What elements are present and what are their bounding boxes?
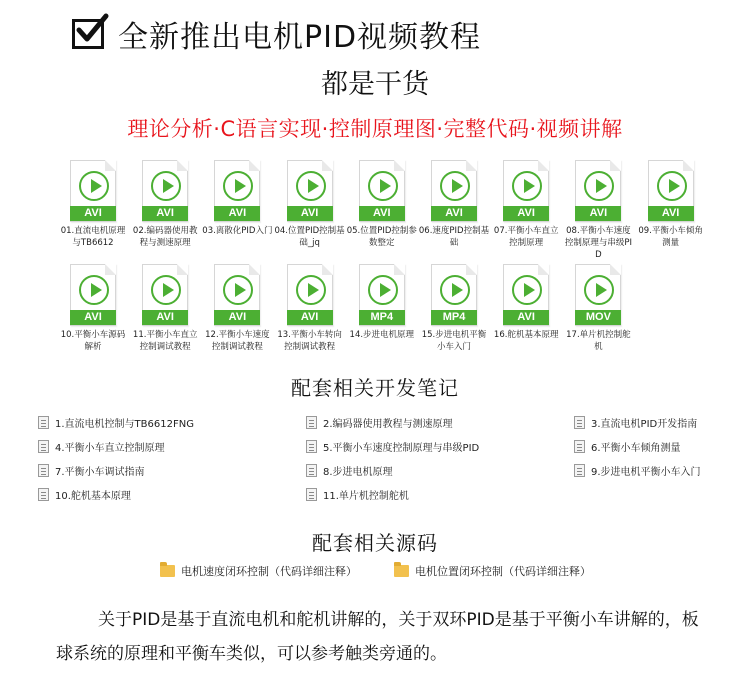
video-file-icon [359, 160, 405, 222]
file-extension: AVI [142, 310, 188, 325]
video-file-icon [70, 160, 116, 222]
note-document-item[interactable] [38, 437, 165, 455]
video-file-item[interactable] [491, 160, 561, 249]
note-document-item[interactable] [574, 437, 681, 455]
video-file-name: 17.单片机控制舵机 [566, 330, 631, 352]
file-extension: AVI [575, 206, 621, 221]
play-icon [223, 171, 253, 201]
file-extension: AVI [70, 310, 116, 325]
page-title: 全新推出电机PID视频教程 [118, 20, 482, 55]
source-folder-item[interactable] [394, 562, 591, 580]
file-extension: AVI [503, 206, 549, 221]
note-document-item[interactable] [38, 413, 194, 431]
video-file-item[interactable] [347, 264, 417, 341]
note-document-item[interactable] [306, 437, 479, 455]
video-file-item[interactable] [419, 264, 489, 353]
note-document-name: 11.单片机控制舵机 [323, 490, 409, 502]
video-file-name: 15.步进电机平衡小车入门 [421, 330, 487, 352]
play-icon [151, 275, 181, 305]
notes-section-title: 配套相关开发笔记 [291, 376, 459, 400]
play-icon [151, 171, 181, 201]
note-document-name: 3.直流电机PID开发指南 [591, 418, 698, 430]
document-icon [38, 416, 49, 429]
note-document-item[interactable] [306, 485, 409, 503]
file-extension: AVI [431, 206, 477, 221]
note-document-item[interactable] [574, 413, 697, 431]
file-extension: AVI [359, 206, 405, 221]
note-document-name: 8.步进电机原理 [323, 466, 393, 478]
video-file-item[interactable] [419, 160, 489, 249]
video-file-item[interactable] [58, 160, 128, 249]
video-file-item[interactable] [636, 160, 706, 249]
file-extension: AVI [648, 206, 694, 221]
note-document-name: 5.平衡小车速度控制原理与串级PID [323, 442, 480, 454]
video-file-icon [503, 264, 549, 326]
video-file-icon [70, 264, 116, 326]
note-document-item[interactable] [38, 485, 131, 503]
play-icon [296, 171, 326, 201]
video-file-icon [359, 264, 405, 326]
description-paragraph: 关于PID是基于直流电机和舵机讲解的，关于双环PID是基于平衡小车讲解的，板球系统的原理和平衡车类似，可以参考触类旁通的。 [56, 610, 699, 664]
video-file-item[interactable] [202, 160, 272, 237]
play-icon [296, 275, 326, 305]
document-icon [574, 464, 585, 477]
note-document-name: 2.编码器使用教程与测速原理 [323, 418, 453, 430]
page-subtitle: 都是干货 [321, 69, 429, 100]
play-icon [512, 171, 542, 201]
video-file-name: 08.平衡小车速度控制原理与串级PID [564, 226, 632, 260]
folder-icon [394, 565, 409, 577]
note-document-item[interactable] [574, 461, 701, 479]
note-document-name: 6.平衡小车倾角测量 [591, 442, 681, 454]
video-file-item[interactable] [563, 264, 633, 353]
folder-icon [160, 565, 175, 577]
file-extension: AVI [287, 310, 333, 325]
note-document-name: 7.平衡小车调试指南 [55, 466, 145, 478]
video-file-name: 14.步进电机原理 [349, 330, 415, 340]
file-extension: MP4 [359, 310, 405, 325]
play-icon [584, 171, 614, 201]
document-icon [38, 488, 49, 501]
play-icon [584, 275, 614, 305]
video-file-name: 02.编码器使用教程与测速原理 [132, 226, 198, 248]
play-icon [440, 275, 470, 305]
video-file-item[interactable] [58, 264, 128, 353]
document-icon [38, 464, 49, 477]
video-file-name: 01.直流电机原理与TB6612 [60, 226, 126, 248]
document-icon [574, 440, 585, 453]
note-document-name: 10.舵机基本原理 [55, 490, 131, 502]
file-extension: AVI [214, 206, 260, 221]
video-file-name: 16.舵机基本原理 [493, 330, 559, 340]
video-file-name: 13.平衡小车转向控制调试教程 [277, 330, 342, 352]
video-file-name: 12.平衡小车速度控制调试教程 [205, 330, 270, 352]
source-folder-item[interactable] [160, 562, 357, 580]
file-extension: AVI [142, 206, 188, 221]
play-icon [368, 275, 398, 305]
video-file-icon [287, 160, 333, 222]
video-file-name: 10.平衡小车源码解析 [60, 330, 126, 352]
play-icon [223, 275, 253, 305]
document-icon [38, 440, 49, 453]
video-file-icon [431, 160, 477, 222]
video-file-icon [214, 160, 260, 222]
video-file-name: 09.平衡小车倾角测量 [638, 226, 703, 248]
video-file-icon [142, 160, 188, 222]
document-icon [306, 464, 317, 477]
video-file-icon [287, 264, 333, 326]
video-file-name: 11.平衡小车直立控制调试教程 [132, 330, 198, 352]
source-folder-name: 电机位置闭环控制（代码详细注释） [415, 565, 591, 578]
note-document-item[interactable] [306, 461, 393, 479]
video-file-name: 05.位置PID控制参数整定 [346, 226, 417, 248]
play-icon [440, 171, 470, 201]
feature-line: 理论分析·C语言实现·控制原理图·完整代码·视频讲解 [127, 117, 623, 141]
file-extension: AVI [287, 206, 333, 221]
video-file-name: 03.离散化PID入门 [202, 226, 273, 236]
video-file-name: 06.速度PID控制基础 [418, 226, 490, 248]
video-file-icon [575, 160, 621, 222]
video-file-item[interactable] [130, 264, 200, 353]
note-document-name: 4.平衡小车直立控制原理 [55, 442, 165, 454]
play-icon [512, 275, 542, 305]
note-document-name: 9.步进电机平衡小车入门 [591, 466, 701, 478]
video-file-item[interactable] [563, 160, 633, 261]
video-file-item[interactable] [491, 264, 561, 341]
note-document-item[interactable] [38, 461, 145, 479]
play-icon [368, 171, 398, 201]
play-icon [79, 171, 109, 201]
video-file-icon [431, 264, 477, 326]
file-extension: AVI [70, 206, 116, 221]
video-file-icon [142, 264, 188, 326]
play-icon [79, 275, 109, 305]
video-file-icon [214, 264, 260, 326]
video-file-item[interactable] [202, 264, 272, 353]
title-row [72, 14, 481, 54]
file-extension: AVI [503, 310, 549, 325]
video-file-icon [575, 264, 621, 326]
note-document-name: 1.直流电机控制与TB6612FNG [55, 418, 194, 430]
document-icon [306, 416, 317, 429]
video-file-icon [503, 160, 549, 222]
source-folder-name: 电机速度闭环控制（代码详细注释） [181, 565, 357, 578]
video-file-item[interactable] [347, 160, 417, 249]
document-icon [574, 416, 585, 429]
file-extension: AVI [214, 310, 260, 325]
source-section-title: 配套相关源码 [312, 531, 438, 555]
file-extension: MOV [575, 310, 621, 325]
file-extension: MP4 [431, 310, 477, 325]
video-file-item[interactable] [275, 264, 345, 353]
video-file-item[interactable] [275, 160, 345, 249]
video-file-name: 07.平衡小车直立控制原理 [493, 226, 559, 248]
video-file-name: 04.位置PID控制基础_jq [274, 226, 345, 248]
document-icon [306, 440, 317, 453]
checkmark-icon [72, 19, 104, 49]
video-file-icon [648, 160, 694, 222]
play-icon [657, 171, 687, 201]
document-icon [306, 488, 317, 501]
video-file-item[interactable] [130, 160, 200, 249]
note-document-item[interactable] [306, 413, 453, 431]
